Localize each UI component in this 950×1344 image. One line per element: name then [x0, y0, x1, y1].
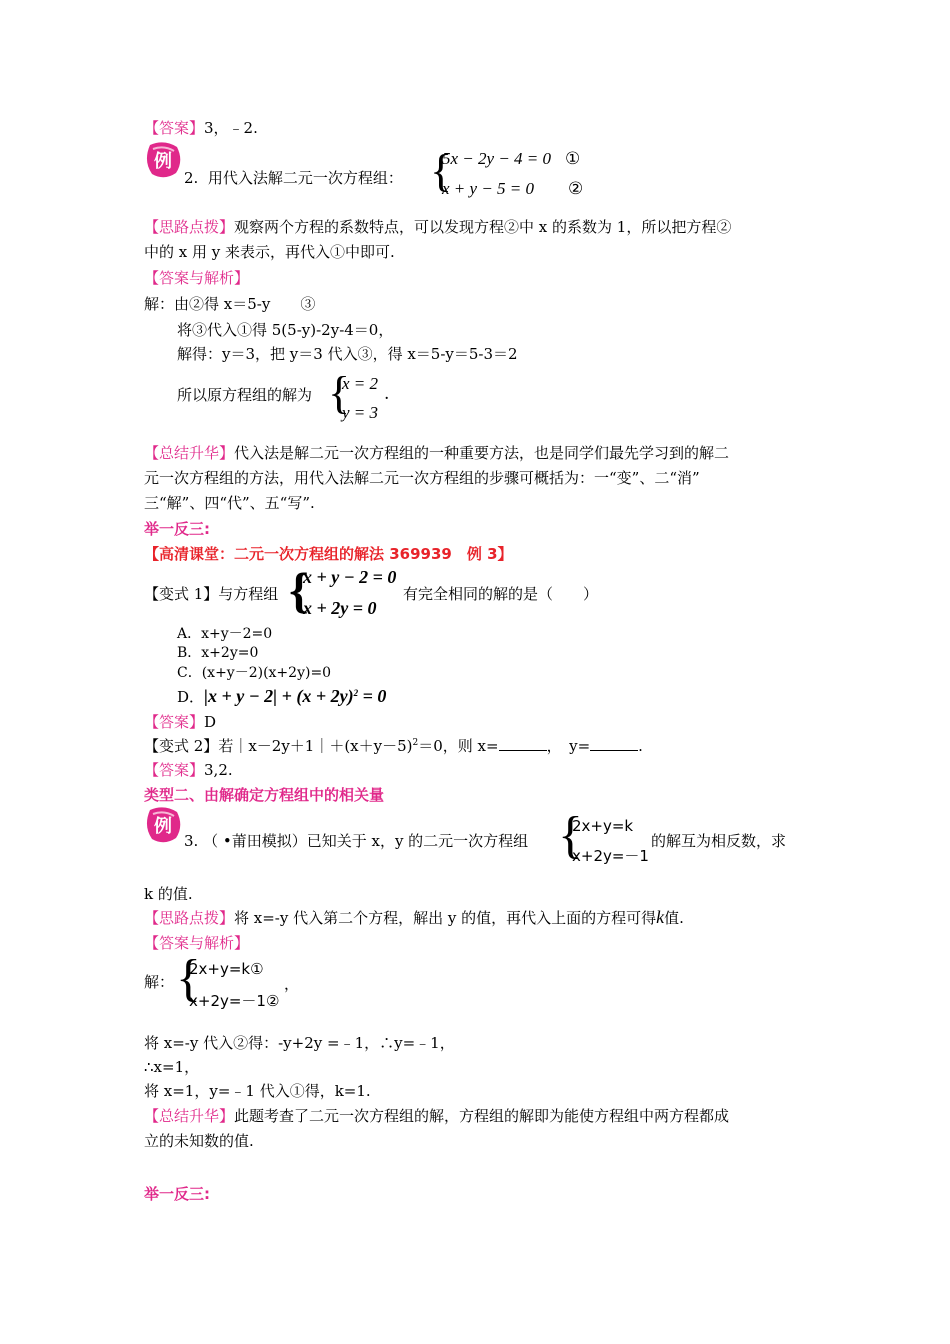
option-d[interactable] — [177, 686, 386, 707]
variation-2-mid: ， y= — [546, 737, 591, 755]
answer-text: D — [204, 713, 217, 731]
solution-line-1: 解：由②得 x＝5-y ③ — [144, 295, 316, 313]
solution-tag: 【答案与解析】 — [144, 269, 250, 287]
solution-period: . — [384, 384, 390, 404]
variation-2-line — [144, 736, 643, 756]
example-badge-icon — [144, 141, 182, 179]
summary-text-2: 元一次方程组的方法，用代入法解二元一次方程组的步骤可概括为：一“变”、二“消” — [144, 469, 700, 487]
answer-text: 3，﹣2. — [204, 119, 258, 137]
hd-classroom-heading: 【高清课堂：二元一次方程组的解法 369939 例 3】 — [144, 545, 513, 563]
option-d-expr: |x + y − 2| + (x + 2y) — [204, 686, 354, 706]
variation-1-tail: 有完全相同的解的是（ ） — [403, 585, 599, 603]
example-3-line-2: k 的值. — [144, 885, 193, 903]
solution-3-line-2: ∴x=1， — [144, 1058, 200, 1076]
hint-text-1: 观察两个方程的系数特点，可以发现方程②中 x 的系数为 1，所以把方程② — [234, 218, 732, 236]
solution-x: x = 2 — [342, 374, 379, 393]
answer-text: 3,2. — [204, 761, 233, 779]
practice-heading-2: 举一反三: — [144, 1185, 210, 1203]
equation-1: 5x − 2y − 4 = 0 — [442, 149, 552, 168]
option-d-power: 2 — [353, 688, 359, 698]
solution-line-2: 将③代入①得 5(5-y)-2y-4＝0， — [177, 321, 394, 339]
practice-heading-1: 举一反三: — [144, 520, 210, 538]
marker-2: ② — [568, 179, 584, 199]
variation-2-label: 【变式 2】 — [144, 737, 219, 755]
marker-1: ① — [565, 149, 581, 169]
answer-tag: 【答案】 — [144, 713, 205, 731]
summary-text-3: 三“解”、四“代”、五“写”. — [144, 494, 315, 512]
solution-3-line-1: 将 x=-y 代入②得：-y+2y =﹣1，∴y=﹣1， — [144, 1034, 455, 1052]
solution-line-4: 所以原方程组的解为 — [177, 386, 313, 404]
y-answer-blank[interactable] — [590, 736, 638, 751]
solution-prefix: 解： — [144, 973, 175, 991]
summary-tag: 【总结升华】 — [144, 444, 235, 462]
answer-tag: 【答案】 — [144, 761, 205, 779]
solution-y: y = 3 — [342, 403, 379, 422]
variation-eq-1: x + y − 2 = 0 — [303, 567, 397, 587]
example-3-line — [184, 831, 528, 851]
type-2-heading: 类型二、由解确定方程组中的相关量 — [144, 786, 385, 804]
solution-tag: 【答案与解析】 — [144, 934, 250, 952]
hint-k: k — [656, 907, 665, 927]
summary-text-2: 立的未知数的值. — [144, 1132, 254, 1150]
option-a[interactable]: A．x+y－2=0 — [177, 626, 273, 642]
badge-text: 例 — [154, 816, 172, 837]
solution-3-eq-1: 2x+y=k① — [189, 960, 264, 978]
example-number: 3. — [184, 832, 199, 850]
example-2-line — [184, 168, 403, 188]
option-b[interactable]: B．x+2y=0 — [177, 645, 259, 661]
hint-text: 将 x=-y 代入第二个方程，解出 y 的值，再代入上面的方程可得 — [234, 909, 657, 927]
example-text: 用代入法解二元一次方程组： — [207, 169, 403, 187]
answer-line-3 — [144, 712, 216, 732]
summary-line-1 — [144, 443, 729, 463]
example-3-eq-2: x+2y=－1 — [572, 847, 649, 865]
solution-3-comma: ， — [284, 975, 300, 993]
hint-end: 值. — [664, 909, 684, 927]
variation-2-text: 若｜x－2y＋1｜＋(x＋y－5) — [218, 737, 413, 755]
summary-3-line-1 — [144, 1106, 729, 1126]
hint-3-line — [144, 907, 684, 928]
solution-line-3: 解得：y＝3，把 y＝3 代入③，得 x＝5-y＝5-3＝2 — [177, 345, 518, 363]
option-d-end: = 0 — [358, 686, 387, 706]
answer-line-4 — [144, 760, 233, 780]
variation-1-label: 【变式 1】与方程组 — [144, 585, 279, 603]
solution-3-line-3: 将 x=1，y=﹣1 代入①得，k=1. — [144, 1082, 371, 1100]
variation-eq-2: x + 2y = 0 — [303, 598, 377, 618]
x-answer-blank[interactable] — [499, 736, 547, 751]
variation-2-text2: ＝0，则 x= — [418, 737, 499, 755]
option-d-label: D． — [177, 688, 205, 706]
example-number: 2. — [184, 169, 199, 187]
answer-tag: 【答案】 — [144, 119, 205, 137]
hint-line-1 — [144, 217, 731, 237]
summary-text-1: 代入法是解二元一次方程组的一种重要方法，也是同学们最先学习到的解二 — [234, 444, 730, 462]
hint-tag: 【思路点拨】 — [144, 909, 235, 927]
summary-tag: 【总结升华】 — [144, 1107, 235, 1125]
example-3-eq-1: 2x+y=k — [572, 817, 634, 835]
summary-text-1: 此题考查了二元一次方程组的解，方程组的解即为能使方程组中两方程都成 — [234, 1107, 730, 1125]
example-3-tail: 的解互为相反数，求 — [651, 832, 787, 850]
variation-2-end: . — [638, 737, 643, 755]
hint-tag: 【思路点拨】 — [144, 218, 235, 236]
example-badge-icon — [144, 806, 182, 844]
solution-3-eq-2: x+2y=－1② — [189, 992, 280, 1010]
example-text: （ •莆田模拟）已知关于 x，y 的二元一次方程组 — [203, 832, 529, 850]
badge-text: 例 — [154, 151, 172, 172]
option-c[interactable]: C．(x+y－2)(x+2y)=0 — [177, 665, 332, 681]
equation-2: x + y − 5 = 0 — [442, 179, 535, 198]
hint-text-2: 中的 x 用 y 来表示，再代入①中即可. — [144, 243, 395, 261]
answer-line-1 — [144, 118, 258, 138]
variation-2-power: 2 — [412, 738, 419, 748]
